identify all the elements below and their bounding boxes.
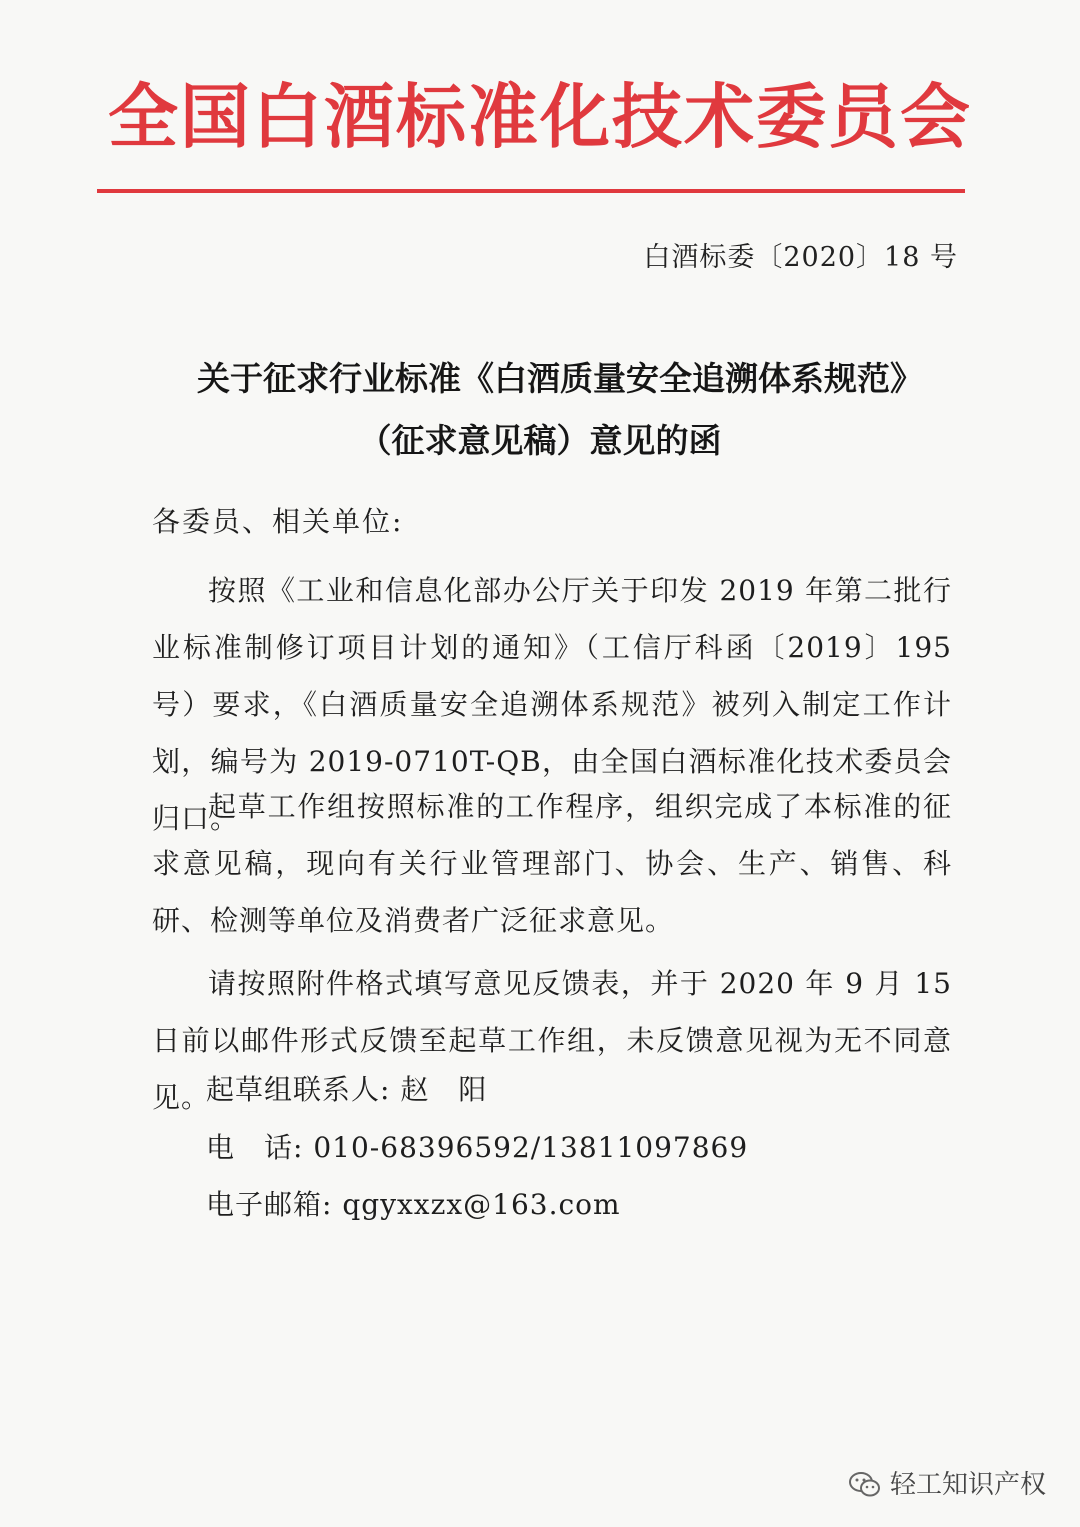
salutation: 各委员、相关单位: (152, 505, 404, 538)
wechat-icon (848, 1470, 882, 1500)
document-title (0, 348, 1080, 472)
contact-email-value: qgyxxzx@163.com (342, 1188, 621, 1221)
paragraph-1: 按照《工业和信息化部办公厅关于印发 2019 年第二批行业标准制修订项目计划的通知》（工信厅科函〔2019〕195 号）要求，《白酒质量安全追溯体系规范》被列入制定工作计划，编号为 2019-0710T-QB，由全国白酒标准化技术委员会归口。 (152, 574, 952, 835)
contact-email-label: 电子邮箱: (206, 1188, 333, 1221)
contact-person-value: 赵 阳 (400, 1073, 488, 1106)
wechat-watermark (848, 1465, 1046, 1505)
contact-phone (206, 1126, 748, 1170)
title-line-2: （征求意见稿）意见的函 (358, 421, 722, 460)
wechat-account-name: 轻工知识产权 (889, 1470, 1046, 1500)
contact-email (206, 1183, 621, 1227)
document-number: 白酒标委〔2020〕18 号 (643, 242, 958, 273)
contact-phone-label: 电 话: (206, 1131, 304, 1164)
contact-phone-value: 010-68396592/13811097869 (313, 1131, 749, 1164)
contact-person-label: 起草组联系人: (206, 1073, 391, 1106)
org-letterhead: 全国白酒标准化技术委员会 (108, 75, 972, 158)
title-line-1: 关于征求行业标准《白酒质量安全追溯体系规范》 (197, 359, 923, 398)
paragraph-3: 请按照附件格式填写意见反馈表，并于 2020 年 9 月 15 日前以邮件形式反馈至起草工作组，未反馈意见视为无不同意见。 (152, 967, 952, 1114)
letterhead-divider (97, 189, 965, 193)
paragraph-2: 起草工作组按照标准的工作程序，组织完成了本标准的征求意见稿，现向有关行业管理部门、协会、生产、销售、科研、检测等单位及消费者广泛征求意见。 (152, 790, 952, 937)
contact-person (206, 1068, 487, 1112)
